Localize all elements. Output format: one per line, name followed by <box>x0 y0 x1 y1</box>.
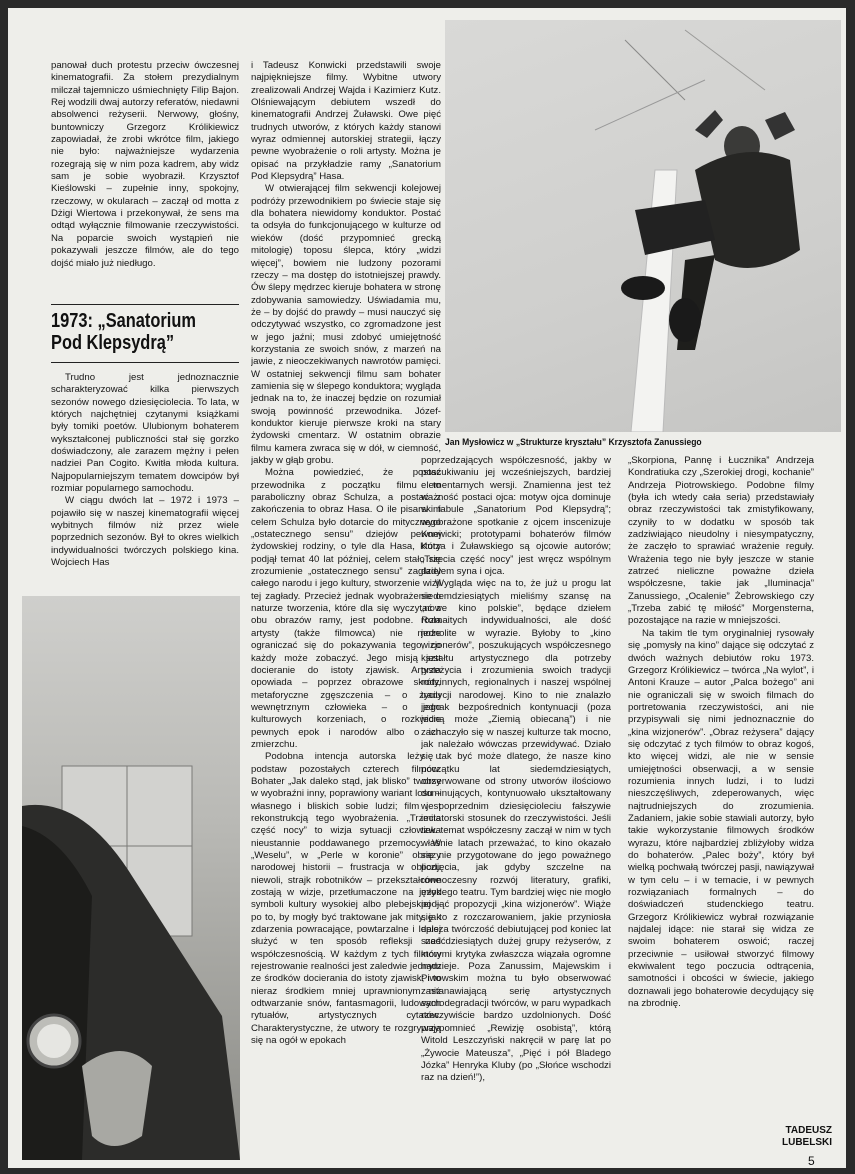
paragraph: Na takim tle tym oryginalniej rysowały się „pomysły na kino” dające się odczytać z dwóch ważnych debiutów roku 1973. Grzegorz Królikiewicz – twórca „Na wylot”, i Antoni Krauze – autor „Palca bożego” ani nie ograniczali się w swoich filmach do portretowania rzeczywistości, ani nie przypisywali się nimi jednoznacznie do „kina wizjonerów”. „Obraz reżysera” dający się odczytać z tych filmów to obraz kogoś, kto więcej widzi, ale nie w sensie umiejętności obserwacji, a w sensie rozumienia innych ludzi, i to ludzi nieszczęśliwych, zdeperowanych, więc najtrudniejszych do zrozumienia. Zadaniem, jakie sobie stawiali autorzy, było takie wykorzystanie filmowych środków wyrazu, które najbardziej zbliżyłoby widza do bohaterów. „Palec boży”, który był wielką pochwałą twórczej pasji, nawiązywał w tym celu – i w temacie, i w pewnych rozwiązaniach formalnych – do doświadczeń studenckiego teatru. Grzegorz Królikiewicz wybrał rozwiązanie najdalej idące: nie starał się widza ze swoim bohaterem oswoić; raczej przeciwnie – usiłował stworzyć filmowy ekwiwalent tego poczucia odtrącenia, samotności i obcości w świecie, jakiego doznawali jego bohaterowie decydujący się na zbrodnię. <box>628 627 814 1010</box>
paragraph: W otwierającej film sekwencji kolejowej podróży przewodnikiem po świecie staje się dla bohatera niewidomy konduktor. Postać ta odsyła do funkcjonującego w kulturze od wieków (dość przypomnieć grecką mitologię) toposu ślepca, który „widzi więcej”, bowiem nie ludzony pozorami rzeczy – ma dostęp do istotniejszej prawdy. Ów ślepy mędrzec kieruje bohatera w stronę zdobywania samowiedzy. Uświadamia mu, że – by dojść do prawdy – musi nauczyć się odczytywać wszystko, co zgromadzone jest w jego jaźni; musi zdobyć umiejętność korzystania ze swoich snów, z marzeń na jawie, z nieoczekiwanych nawrotów pamięci. W ostatniej sekwencji filmu sam bohater zamienia się w ślepego konduktora; wygląda jednak na to, że inaczej będzie on rozumiał swoją powinność przewodnika. Józef-konduktor kieruje pierwsze kroki na stary żydowski cmentarz. W ostatnim obrazie filmu kamera zwraca się w dół, w ciemność, jakby w głąb grobu. <box>251 183 441 466</box>
paragraph: i Tadeusz Konwicki przedstawili swoje najpiękniejsze filmy. Wybitne utwory zrealizowali Andrzej Wajda i Kazimierz Kutz. Olśniewającym debiutem wszedł do kinematografii Andrzej Żuławski. Owe pięć trudnych utworów, z których każdy stanowi wyraz odmiennej autorskiej strategii, łączy pewne wyobrażenie o roli artysty. Można je opisać na przykładzie ramy „Sanatorium Pod Klepsydrą” Hasa. <box>251 60 441 183</box>
paragraph: Podobna intencja autorska leży u podstaw pozostałych czterech filmów. Bohater „Jak daleko stąd, jak blisko” tworzy w wyobraźni inny, poprawiony wariant losu – własnego i bliskich sobie ludzi; film jest rekonstrukcją tego wyobrażenia. „Trzecia część nocy” to wizja sytuacji człowieka nieustannie poddawanego przemocy. W „Weselu”, w „Perle w koronie” obrazy narodowej historii – frustracja w obliczu niewoli, strajk robotników – przekształcone zostają w wizje, przetłumaczone na język symboli kultury wysokiej albo plebejskiej – po to, by mogły być traktowane jak mity, jak zdarzenia powracające, powtarzalne i lepiej służyć w ten sposób refleksji nad współczesnością. W każdym z tych filmów rejestrowanie realności jest zaledwie jednym ze środków docierania do istoty zjawisk; i to nierаz środkiem mniej uprawnionym niż odtwarzanie snów, fantasmagorii, ludowych rytuałów, artystycznych cytatów. Charakterystyczne, że utwory te rozgrywają się na ogół w epokach <box>251 751 441 1047</box>
page-number: 5 <box>808 1154 815 1168</box>
paragraph: poprzedzających współczesność, jakby w poszukiwaniu jej wcześniejszych, bardziej elementarnych wersji. Znamienna jest też ważność postaci ojca: motyw ojca dominuje w fabule „Sanatorium Pod Klepsydrą”; wyobrażone spotkanie z ojcem inscenizuje Konwicki; prototypami bohaterów filmów Kutza i Żuławskiego są ojcowie autorów; „Trzecia część nocy” jest wręcz wspólnym dziełem syna i ojca. <box>421 455 611 578</box>
paragraph: panował duch protestu przeciw ówczesnej kinematografii. Za stołem prezydialnym milczał tajemniczo uśmiechnięty Filip Bajon. Rej wodzili dwaj autorzy referatów, niedawni absolwenci reżyserii. Nerwowy, głośny, buntowniczy Grzegorz Królikiewicz zapowiadał, że zrobi wkrótce film, jakiego nie było: najważniejsze wydarzenia rozegrają się w nim poza kadrem, aby widz sam je sobie wyobraził. Krzysztof Kieślowski – zupełnie inny, spokojny, rzeczowy, w okularach – zaczął od motta z Dżigi Wiertowa i przekonywał, że sens ma odtąd wyłącznie filmowanie rzeczywistości. Na poparcie swoich wystąpień nie pokazywali jeszcze filmów, ale do tego dojść miało już niedługo. <box>51 60 239 269</box>
film-still-drawing <box>445 20 841 432</box>
article-column-1-bottom <box>51 372 239 582</box>
magazine-page <box>8 8 846 1168</box>
photo-caption: Jan Mysłowicz w „Strukturze kryształu” Krzysztofa Zanussiego <box>445 437 702 447</box>
portrait-drawing <box>22 596 240 1160</box>
author-first-name: TADEUSZ <box>785 1125 832 1136</box>
portrait-photo <box>22 596 240 1160</box>
film-still-photo <box>445 20 841 432</box>
paragraph: W ciągu dwóch lat – 1972 i 1973 – pojawiło się w naszej kinematografii więcej wybitnych filmów niż przez wiele poprzednich sezonów. Był to okres wielkich indywidualności twórczych polskiego kina. Wojciech Has <box>51 495 239 569</box>
heading-rule-bottom <box>51 362 239 363</box>
article-column-4 <box>628 455 814 1015</box>
heading-rule-top <box>51 304 239 305</box>
paragraph: „Skorpiona, Pannę i Łucznika” Andrzeja Kondratiuka czy „Szerokiej drogi, kochanie” Andrzeja Piotrowskiego. Podobne filmy (była ich wtedy cała seria) przedstawiały obraz rzeczywistości tak zmistyfikowany, czyniły to w dodatku w sposób tak zadziwiająco nieudolny i niesympatyczny, że zaczęło to sprawiać wrażenie reguły. Wrażenia tego nie były jeszcze w stanie zatrzeć nieliczne poważne dzieła współczesne, takie jak „Iluminacja” Zanussiego, „Ocalenie” Żebrowskiego czy „Trzeba zabić tę miłość” Morgensterna, pozostające na razie w mniejszości. <box>628 455 814 627</box>
author-last-name: LUBELSKI <box>782 1137 832 1148</box>
section-heading: 1973: „Sanatorium Pod Klepsydrą” <box>51 310 196 354</box>
paragraph: Trudno jest jednoznacznie scharakteryzować kilka pierwszych sezonów nowego dziesięciolecia. To lata, w których najchętniej czytanymi książkami były tomiki poetów. Ulubionym bohaterem wykształconej publiczności stał się gorzko doświadczony, ale zarazem mężny i pełen nadziei Pan Cogito. Kwitła młoda kultura. Najpopularniejszym tematem dowcipów był rozmiar popularnego samochodu. <box>51 372 239 495</box>
article-column-2 <box>251 60 441 1148</box>
paragraph: Można powiedzieć, że postać przewodnika z początku filmu to paraboliczny obraz Schulza, a postać z zakończenia to obraz Hasa. O ile pisarskim celem Schulza było dotarcie do mitycznego „ostatecznego sensu” dziejów pewnej żydowskiej rodziny, o tyle dla Hasa, który podjął temat 40 lat później, celem stało się zrozumienie „ostatecznego sensu” zagłady całego narodu i jego kultury, stworzenie wizji tej zagłady. Przecież jednak wyobrażenie o naturze tworzenia, które dla się wyczytać z obu obrazów ramy, jest podobne. Rola artysty (także filmowca) nie może ograniczać się do pokazywania tego, co każdy może zobaczyć. Jego misją jest docieranie do istoty zjawisk. Artysta opowiada – poprzez obrazowe skróty, metaforyczne zgęszczenia – o życiu wewnętrznym człowieka – o jego kulturowych korzeniach, o rozkwicie pewnych epok i narodów albo o ich zmierzchu. <box>251 467 441 750</box>
author-byline <box>760 1125 832 1149</box>
article-column-3 <box>421 455 611 1145</box>
paragraph: Wygląda więc na to, że już u progu lat siedemdziesiątych mieliśmy szansę na „nowe kino polskie”, będące dziełem rozmaitych indywidualności, ale dość jednolite w wyrazie. Byłoby to „kino wizjonerów”, poszukujących współczesnego kształtu artystycznego dla potrzeby przeżycia i zrozumienia swoich tradycji rodzinnych, regionalnych i naszej wspólnej tradycji narodowej. Kino to nie znalazło jednak bezpośrednich kontynuacji (poza jedną może „Ziemią obiecaną”) i nie zaznaczyło się w naszej kulturze tak mocno, jak należało wówczas przewidywać. Działo się tak być może dlatego, że nasze kino początku lat siedemdziesiątych, obserwowane od strony utworów ilościowo dominujących, kontynuowało ukształtowany w poprzednim dziesięcioleciu fałszywie imitatorski stosunek do rzeczywistości. Jeśli tzw. temat współczesny zaczął w nim w tych właśnie latach przeważać, to kino okazało się nie przygotowane do jego poważnego podjęcia, jak gdyby szczelne na równoczesny rozwój literatury, grafiki, młodego teatru. Tym bardziej więc nie mogło podjąć propozycji „kina wizjonerów”. Wiąże się to z rozczarowaniem, jakie przyniosła dalsza twórczość debiutującej pod koniec lat sześćdziesiątych dużej grupy reżyserów, z którymi krytyka zwłaszcza wiązała ogromne nadzieje. Poza Zanussim, Majewskim i Piwowskim można tu było obserwować zastanawiającą serię artystycznych samodegradacji twórców, w paru wypadkach rzeczywiście bardzo uzdolnionych. Dość przypomnieć „Rewizję osobistą”, którą Witold Leszczyński nakręcił w parę lat po „Żywocie Mateusza”, „Pięć i pół Bladego Józka” Henryka Kluby (po „Słońce wschodzi raz na dzień!”), <box>421 578 611 1084</box>
article-column-1-top <box>51 60 239 270</box>
